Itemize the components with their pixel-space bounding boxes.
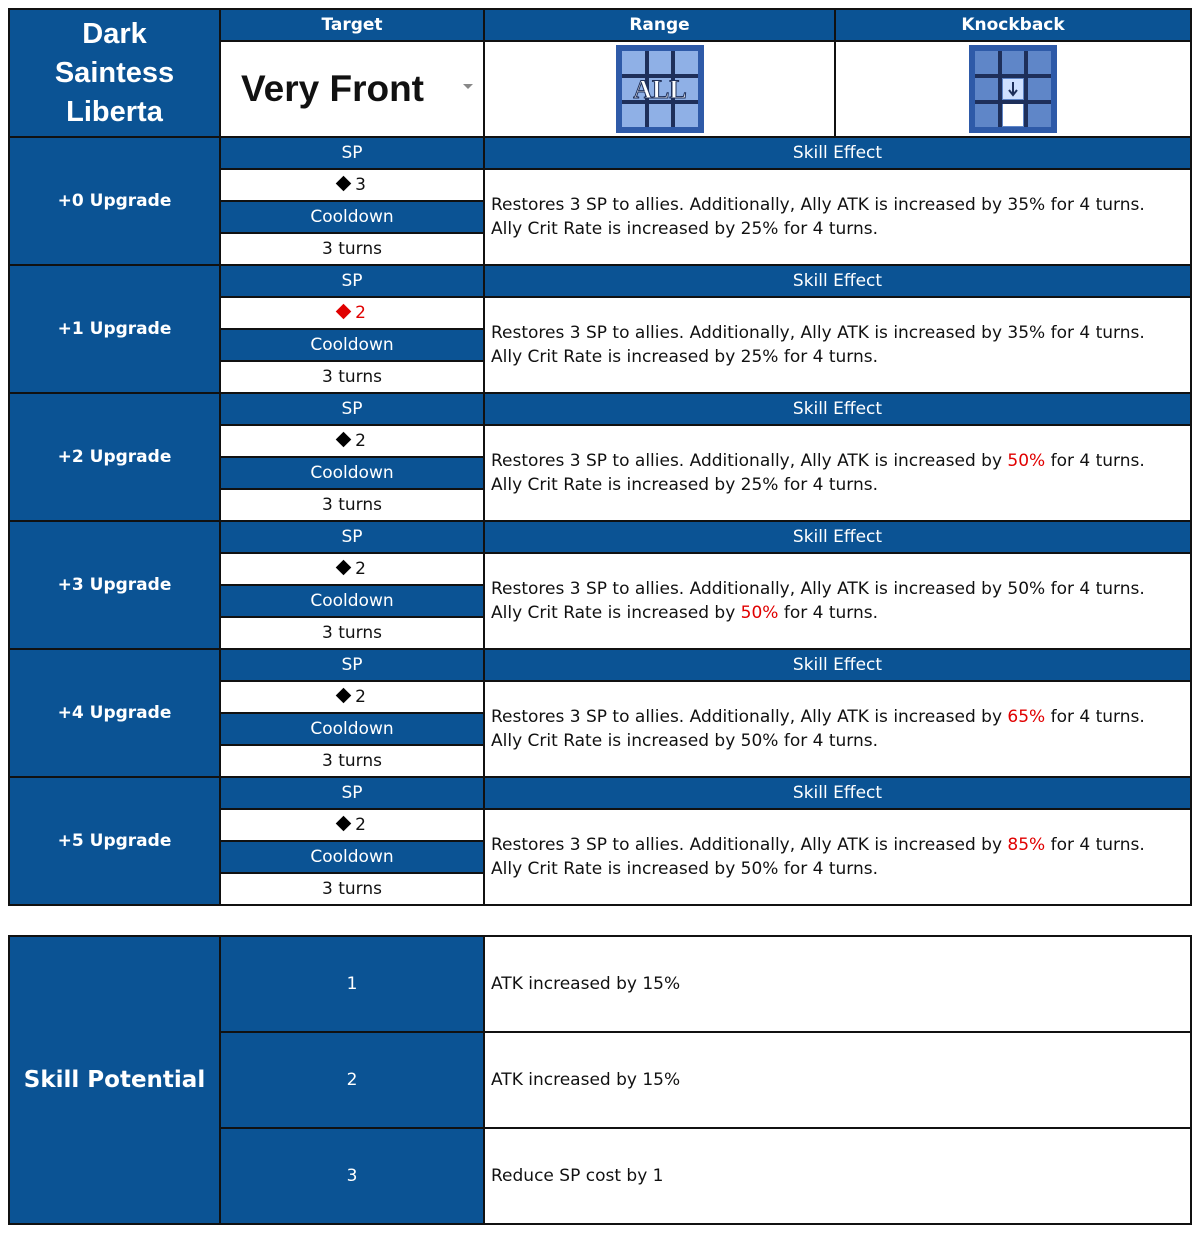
skill-effect-header: Skill Effect [484, 137, 1191, 169]
sp-cost: 2 [355, 431, 366, 451]
upgrade-label: +0 Upgrade [9, 137, 220, 265]
range-header: Range [484, 9, 835, 41]
sp-value [220, 681, 484, 713]
effect-text-part: Restores 3 SP to allies. Additionally, Ally ATK is increased by [491, 707, 1008, 727]
upgrade-label: +1 Upgrade [9, 265, 220, 393]
skill-effect-line-1 [491, 577, 1184, 601]
chevron-down-icon[interactable] [463, 84, 473, 89]
sp-diamond-icon [336, 688, 352, 704]
sp-value [220, 553, 484, 585]
atk-value: 65% [1007, 707, 1046, 727]
effect-text-part: Restores 3 SP to allies. Additionally, Ally ATK is increased by [491, 323, 1008, 343]
atk-value: 50% [1007, 451, 1046, 471]
skill-effect-line-1 [491, 449, 1184, 473]
cooldown-value: 3 turns [220, 617, 484, 649]
sp-header: SP [220, 265, 484, 297]
sp-diamond-icon [336, 304, 352, 320]
skill-effect-line-1 [491, 705, 1184, 729]
upgrade-label: +2 Upgrade [9, 393, 220, 521]
sp-value [220, 297, 484, 329]
skill-effect-line-2 [491, 857, 1184, 881]
crit-value: 50% [740, 859, 779, 879]
effect-text-part: Restores 3 SP to allies. Additionally, Ally ATK is increased by [491, 195, 1008, 215]
character-name-line-2: Saintess [54, 56, 175, 89]
atk-value: 35% [1007, 195, 1046, 215]
sp-header: SP [220, 649, 484, 681]
character-name-line-1: Dark [82, 17, 147, 50]
cooldown-value: 3 turns [220, 233, 484, 265]
range-all-icon [616, 45, 704, 133]
upgrade-label: +4 Upgrade [9, 649, 220, 777]
crit-value: 25% [740, 219, 779, 239]
effect-text-part: for 4 turns. [1045, 835, 1145, 855]
atk-value: 85% [1007, 835, 1046, 855]
sp-cost: 3 [355, 175, 366, 195]
skill-effect-header: Skill Effect [484, 521, 1191, 553]
effect-text-part: Restores 3 SP to allies. Additionally, Ally ATK is increased by [491, 579, 1008, 599]
skill-potential-title: Skill Potential [9, 936, 220, 1224]
effect-text-part: for 4 turns. [1045, 451, 1145, 471]
skill-effect-header: Skill Effect [484, 649, 1191, 681]
effect-text-part: for 4 turns. [778, 347, 879, 367]
svg-text:ALL: ALL [632, 75, 687, 104]
cooldown-header: Cooldown [220, 585, 484, 617]
cooldown-value: 3 turns [220, 361, 484, 393]
effect-text-part: Ally Crit Rate is increased by [491, 219, 741, 239]
atk-value: 35% [1007, 323, 1046, 343]
cooldown-value: 3 turns [220, 489, 484, 521]
sp-header: SP [220, 393, 484, 425]
sp-cost: 2 [355, 303, 366, 323]
sp-diamond-icon [336, 432, 352, 448]
skill-effect-text [484, 297, 1191, 393]
knockback-header: Knockback [835, 9, 1191, 41]
effect-text-part: for 4 turns. [1045, 707, 1145, 727]
crit-value: 25% [740, 475, 779, 495]
sp-header: SP [220, 777, 484, 809]
effect-text-part: Restores 3 SP to allies. Additionally, Ally ATK is increased by [491, 451, 1008, 471]
skill-effect-line-2 [491, 473, 1184, 497]
upgrade-label: +5 Upgrade [9, 777, 220, 905]
skill-effect-line-1 [491, 193, 1184, 217]
crit-value: 25% [740, 347, 779, 367]
character-name-line-3: Liberta [66, 95, 163, 128]
target-dropdown[interactable] [220, 41, 484, 137]
potential-number-3: 3 [220, 1128, 484, 1224]
skill-effect-text [484, 681, 1191, 777]
skill-effect-line-1 [491, 833, 1184, 857]
effect-text-part: for 4 turns. [778, 731, 879, 751]
cooldown-header: Cooldown [220, 457, 484, 489]
cooldown-header: Cooldown [220, 841, 484, 873]
effect-text-part: Ally Crit Rate is increased by [491, 603, 741, 623]
sp-cost: 2 [355, 815, 366, 835]
sp-diamond-icon [336, 560, 352, 576]
target-value: Very Front [241, 68, 424, 109]
skill-effect-header: Skill Effect [484, 265, 1191, 297]
effect-text-part: Ally Crit Rate is increased by [491, 475, 741, 495]
knockback-cell [835, 41, 1191, 137]
sp-header: SP [220, 137, 484, 169]
skill-effect-line-1 [491, 321, 1184, 345]
skill-effect-header: Skill Effect [484, 777, 1191, 809]
cooldown-header: Cooldown [220, 201, 484, 233]
effect-text-part: for 4 turns. [778, 603, 879, 623]
skill-potential-table [8, 935, 1192, 1225]
crit-value: 50% [740, 603, 779, 623]
sp-diamond-icon [336, 816, 352, 832]
character-name [9, 9, 220, 137]
cooldown-value: 3 turns [220, 745, 484, 777]
skill-effect-text [484, 169, 1191, 265]
skill-effect-text [484, 425, 1191, 521]
sp-value [220, 809, 484, 841]
cooldown-value: 3 turns [220, 873, 484, 905]
potential-text-1: ATK increased by 15% [484, 936, 1191, 1032]
target-header: Target [220, 9, 484, 41]
effect-text-part: for 4 turns. [1045, 323, 1145, 343]
sp-value [220, 425, 484, 457]
effect-text-part: Ally Crit Rate is increased by [491, 347, 741, 367]
skill-effect-text [484, 809, 1191, 905]
cooldown-header: Cooldown [220, 329, 484, 361]
effect-text-part: for 4 turns. [1045, 579, 1145, 599]
skill-table [8, 8, 1192, 906]
skill-effect-header: Skill Effect [484, 393, 1191, 425]
sp-cost: 2 [355, 559, 366, 579]
effect-text-part: for 4 turns. [778, 475, 879, 495]
crit-value: 50% [740, 731, 779, 751]
effect-text-part: Ally Crit Rate is increased by [491, 859, 741, 879]
effect-text-part: for 4 turns. [778, 859, 879, 879]
skill-effect-line-2 [491, 601, 1184, 625]
range-cell [484, 41, 835, 137]
cooldown-header: Cooldown [220, 713, 484, 745]
skill-effect-text [484, 553, 1191, 649]
knockback-push-icon [969, 45, 1057, 133]
potential-text-2: ATK increased by 15% [484, 1032, 1191, 1128]
atk-value: 50% [1007, 579, 1046, 599]
effect-text-part: Ally Crit Rate is increased by [491, 731, 741, 751]
potential-number-1: 1 [220, 936, 484, 1032]
skill-effect-line-2 [491, 217, 1184, 241]
effect-text-part: for 4 turns. [1045, 195, 1145, 215]
skill-effect-line-2 [491, 729, 1184, 753]
effect-text-part: Restores 3 SP to allies. Additionally, Ally ATK is increased by [491, 835, 1008, 855]
upgrade-label: +3 Upgrade [9, 521, 220, 649]
skill-effect-line-2 [491, 345, 1184, 369]
sp-diamond-icon [336, 176, 352, 192]
sp-header: SP [220, 521, 484, 553]
potential-text-3: Reduce SP cost by 1 [484, 1128, 1191, 1224]
sp-value [220, 169, 484, 201]
potential-number-2: 2 [220, 1032, 484, 1128]
effect-text-part: for 4 turns. [778, 219, 879, 239]
sp-cost: 2 [355, 687, 366, 707]
